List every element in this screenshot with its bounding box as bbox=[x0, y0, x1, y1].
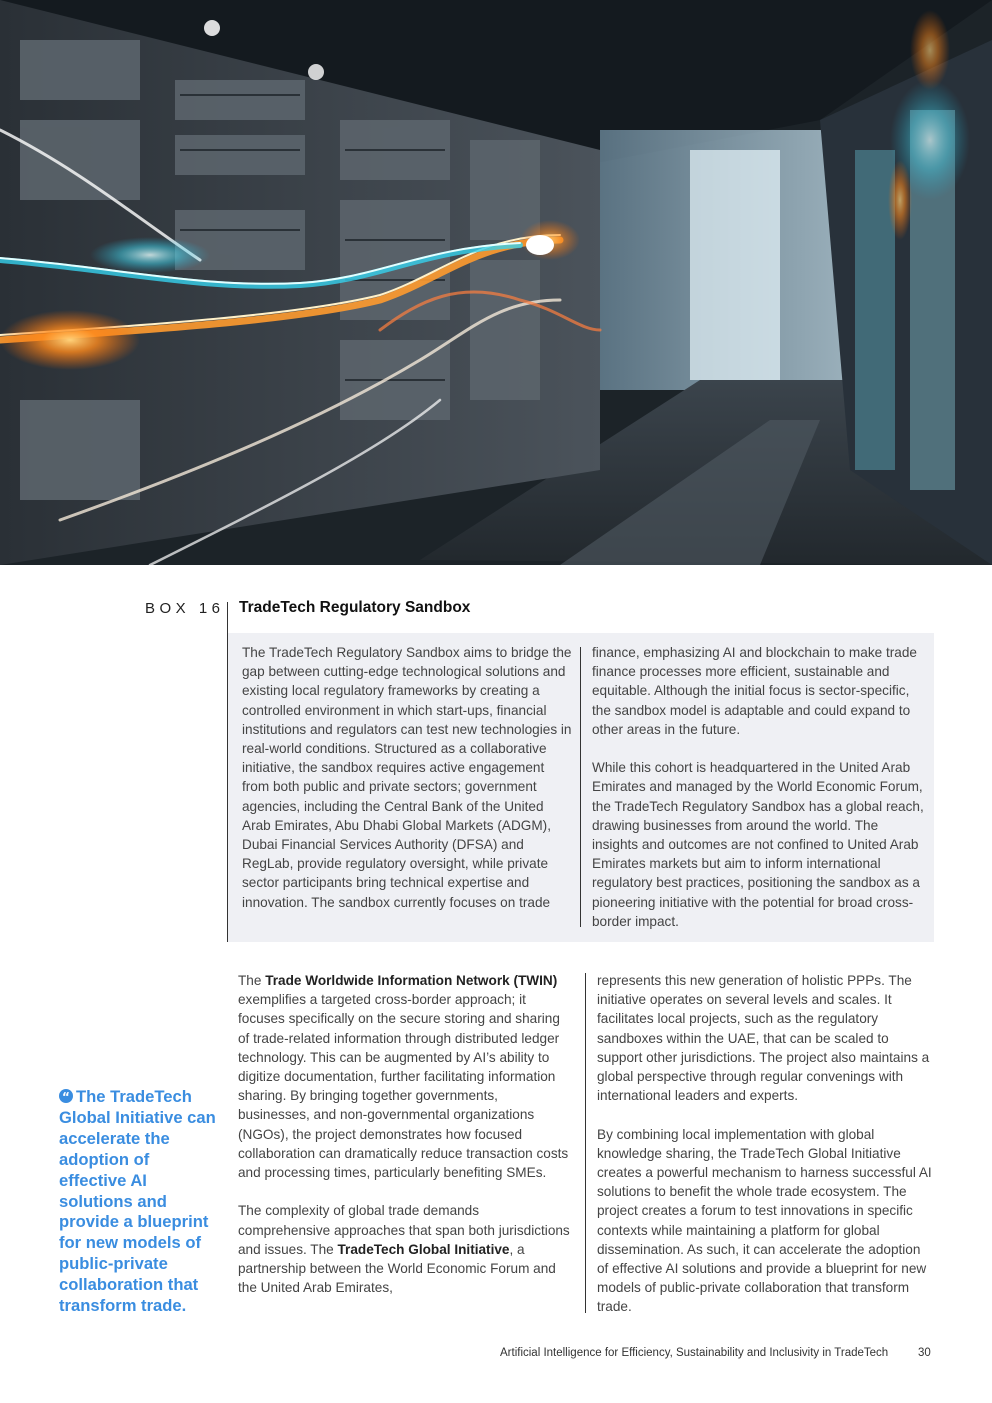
body-paragraph bbox=[238, 1201, 572, 1297]
svg-text:“: “ bbox=[62, 1090, 70, 1103]
pull-quote-text: The TradeTech Global Initiative can accelerate the adoption of effective AI solutions and provide a blueprint for new models of public-private collaboration that transform trade. bbox=[59, 1087, 216, 1316]
footer-title: Artificial Intelligence for Efficiency, Sustainability and Inclusivity in TradeTech bbox=[500, 1347, 889, 1359]
text-run: , a partnership between the World Economic Forum and the United Arab Emirates, bbox=[238, 1241, 556, 1296]
column-divider bbox=[580, 647, 581, 927]
server-room-photo bbox=[0, 0, 992, 565]
bold-term: TradeTech Global Initiative bbox=[337, 1241, 510, 1257]
body-paragraph: represents this new generation of holistic PPPs. The initiative operates on several levels and scales. It facilitates local projects, such as the regulatory sandboxes within the UAE, that can be scaled to support other jurisdictions. The project also maintains a global perspective through regular convenings with international leaders and experts. bbox=[597, 973, 930, 1104]
body-column-left bbox=[238, 971, 572, 1297]
hero-image bbox=[0, 0, 992, 565]
bold-term: Trade Worldwide Information Network (TWIN) bbox=[265, 973, 558, 988]
body-paragraph bbox=[238, 971, 572, 1182]
page-number: 30 bbox=[918, 1347, 931, 1359]
text-run: exemplifies a targeted cross-border approach; it focuses specifically on the secure storing and sharing of trade-related information through distributed ledger technology. This can be augmented by AI’s ability to digitize documentation, further facilitating information sharing. By bringing together governments, businesses, and non-governmental organizations (NGOs), the project demonstrates how focused collaboration can dramatically reduce transaction costs and processing times, particularly benefiting SMEs. bbox=[238, 992, 569, 1181]
column-divider bbox=[585, 973, 586, 1313]
box-label: BOX 16 bbox=[145, 600, 225, 617]
box-paragraph: The TradeTech Regulatory Sandbox aims to bridge the gap between cutting-edge technological solutions and existing local regulatory frameworks by creating a controlled environment in which start-ups, financial institutions and regulators can test new technologies in real-world conditions. Structured as a collaborative initiative, the sandbox requires active engagement from both public and private sectors; government agencies, including the Central Bank of the United Arab Emirates, Abu Dhabi Global Markets (ADGM), Dubai Financial Services Authority (DFSA) and RegLab, provide regulatory oversight, while private sector participants bring technical expertise and innovation. The sandbox currently focuses on trade bbox=[242, 645, 572, 910]
text-run: The complexity of global trade demands comprehensive approaches that span both jurisdictions and issues. The bbox=[238, 1203, 570, 1257]
box-column-left bbox=[242, 643, 572, 912]
box-paragraph: finance, emphasizing AI and blockchain to make trade finance processes more efficient, sustainable and equitable. Although the initial focus is sector-specific, the sandbox model is adaptable and could expand to other areas in the future. bbox=[592, 645, 917, 737]
quote-mark-icon bbox=[59, 1089, 73, 1103]
text-run: The bbox=[238, 973, 266, 988]
body-paragraph: By combining local implementation with global knowledge sharing, the TradeTech Global Initiative creates a powerful mechanism to harness successful AI solutions to benefit the whole trade ecosystem. The project creates a forum to test innovations in specific contexts while maintaining a platform for global dissemination. As such, it can accelerate the adoption of effective AI solutions and provide a blueprint for new models of public-private collaboration that transform trade. bbox=[597, 1126, 932, 1315]
box-paragraph: While this cohort is headquartered in the United Arab Emirates and managed by the World Economic Forum, the TradeTech Regulatory Sandbox has a global reach, drawing businesses from around the world. The insights and outcomes are not confined to United Arab Emirates markets but aim to inform international regulatory best practices, positioning the sandbox as a pioneering initiative with the potential for broad cross-border impact. bbox=[592, 760, 924, 929]
body-column-right bbox=[597, 971, 933, 1317]
pull-quote bbox=[59, 1087, 219, 1317]
box-column-right bbox=[592, 643, 924, 931]
box-title: TradeTech Regulatory Sandbox bbox=[239, 599, 471, 616]
